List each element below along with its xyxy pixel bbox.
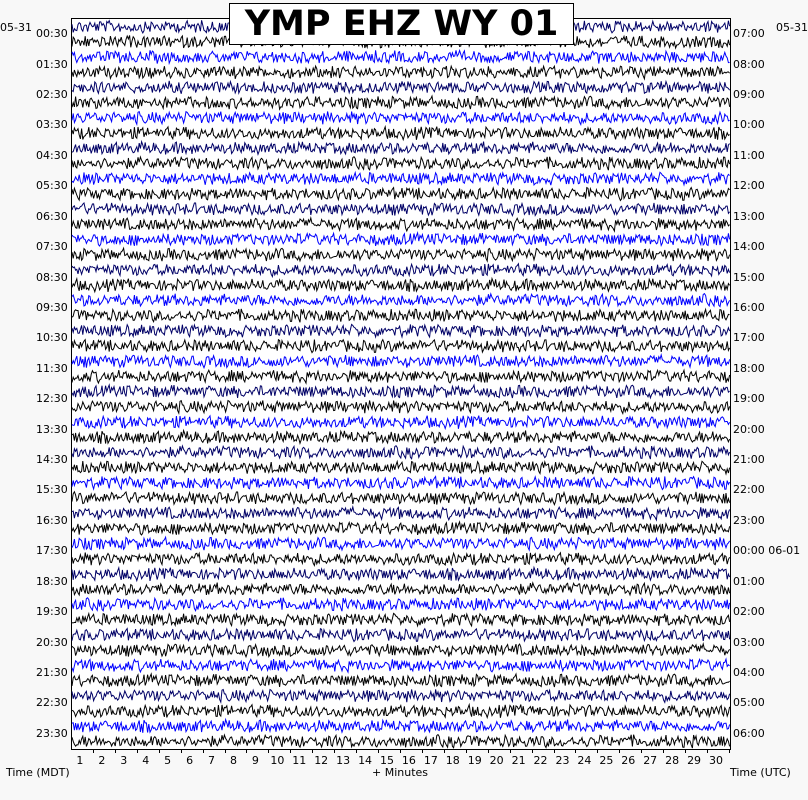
x-tick-label: 21 — [511, 754, 526, 767]
right-time-label: 10:00 — [733, 118, 765, 132]
x-tick-label: 10 — [270, 754, 285, 767]
left-time-label: 23:30 — [36, 726, 68, 740]
x-tick-mark — [203, 749, 204, 753]
trace-row — [72, 431, 730, 444]
x-tick-mark — [685, 749, 686, 753]
x-tick-label: 25 — [599, 754, 614, 767]
trace-row — [72, 446, 730, 459]
x-tick-mark — [510, 749, 511, 753]
x-tick-label: 1 — [76, 754, 84, 767]
date-left-label: 05-31 — [0, 21, 32, 34]
x-tick-label: 22 — [533, 754, 548, 767]
left-time-label: 08:30 — [36, 270, 68, 284]
x-tick-mark — [729, 749, 730, 753]
trace-row — [72, 644, 730, 657]
trace-row — [72, 355, 730, 368]
x-tick-mark — [93, 749, 94, 753]
x-tick-mark — [488, 749, 489, 753]
x-tick-mark — [115, 749, 116, 753]
x-tick-label: 24 — [577, 754, 592, 767]
x-tick-mark — [575, 749, 576, 753]
x-tick-label: 20 — [489, 754, 504, 767]
left-time-label: 12:30 — [36, 392, 68, 406]
x-tick-mark — [619, 749, 620, 753]
right-time-label: 07:00 — [733, 27, 765, 41]
x-tick-mark — [532, 749, 533, 753]
x-tick-mark — [290, 749, 291, 753]
right-time-label: 21:00 — [733, 453, 765, 467]
right-time-label: 17:00 — [733, 331, 765, 345]
x-tick-label: 17 — [423, 754, 438, 767]
right-time-label: 16:00 — [733, 300, 765, 314]
trace-row — [72, 203, 730, 216]
x-tick-label: 28 — [665, 754, 680, 767]
x-tick-label: 7 — [208, 754, 216, 767]
right-time-label: 01:00 — [733, 574, 765, 588]
x-tick-label: 26 — [621, 754, 636, 767]
right-time-label: 19:00 — [733, 392, 765, 406]
x-tick-mark — [312, 749, 313, 753]
right-time-label: 13:00 — [733, 209, 765, 223]
left-time-label: 20:30 — [36, 635, 68, 649]
x-tick-mark — [707, 749, 708, 753]
left-time-label: 21:30 — [36, 665, 68, 679]
x-tick-mark — [378, 749, 379, 753]
helicorder-plot — [71, 18, 731, 750]
x-tick-label: 29 — [687, 754, 702, 767]
right-time-label: 00:00 06-01 — [733, 544, 801, 558]
trace-row — [72, 522, 730, 535]
trace-row — [72, 598, 730, 611]
right-time-label: 20:00 — [733, 422, 765, 436]
trace-row — [72, 96, 730, 109]
right-time-label: 23:00 — [733, 513, 765, 527]
trace-row — [72, 537, 730, 550]
right-time-label: 11:00 — [733, 148, 765, 162]
trace-row — [72, 81, 730, 94]
trace-row — [72, 157, 730, 171]
left-time-label: 04:30 — [36, 148, 68, 162]
left-time-label: 01:30 — [36, 57, 68, 71]
trace-row — [72, 66, 730, 79]
x-tick-label: 23 — [555, 754, 570, 767]
trace-row — [72, 476, 730, 489]
x-tick-label: 14 — [358, 754, 373, 767]
right-axis-label: Time (UTC) — [730, 766, 791, 779]
trace-row — [72, 720, 730, 733]
left-time-label: 22:30 — [36, 696, 68, 710]
x-tick-label: 2 — [98, 754, 106, 767]
x-tick-label: 4 — [142, 754, 150, 767]
x-tick-label: 6 — [186, 754, 194, 767]
trace-row — [72, 370, 730, 383]
x-tick-mark — [181, 749, 182, 753]
trace-row — [72, 401, 730, 414]
trace-row — [72, 492, 730, 505]
x-tick-mark — [400, 749, 401, 753]
right-time-label: 09:00 — [733, 88, 765, 102]
trace-row — [72, 613, 730, 626]
left-time-label: 18:30 — [36, 574, 68, 588]
left-time-label: 14:30 — [36, 453, 68, 467]
trace-row — [72, 659, 730, 672]
x-tick-label: 19 — [467, 754, 482, 767]
x-tick-label: 18 — [445, 754, 460, 767]
x-tick-mark — [334, 749, 335, 753]
left-time-label: 15:30 — [36, 483, 68, 497]
x-tick-mark — [466, 749, 467, 753]
left-time-label: 11:30 — [36, 361, 68, 375]
trace-row — [72, 629, 730, 642]
x-tick-mark — [597, 749, 598, 753]
trace-row — [72, 172, 730, 185]
right-time-label: 22:00 — [733, 483, 765, 497]
x-tick-mark — [159, 749, 160, 753]
right-time-label: 14:00 — [733, 240, 765, 254]
left-time-label: 16:30 — [36, 513, 68, 527]
left-time-label: 17:30 — [36, 544, 68, 558]
right-time-label: 03:00 — [733, 635, 765, 649]
left-time-label: 09:30 — [36, 300, 68, 314]
trace-row — [72, 705, 730, 718]
right-time-label: 02:00 — [733, 605, 765, 619]
right-time-label: 08:00 — [733, 57, 765, 71]
trace-row — [72, 309, 730, 322]
left-time-label: 05:30 — [36, 179, 68, 193]
chart-title: YMP EHZ WY 01 — [229, 3, 574, 45]
right-time-label: 18:00 — [733, 361, 765, 375]
x-axis-label: + Minutes — [372, 766, 429, 779]
trace-row — [72, 735, 730, 749]
x-tick-mark — [137, 749, 138, 753]
trace-row — [72, 461, 730, 474]
trace-row — [72, 218, 730, 231]
trace-row — [72, 248, 730, 261]
right-time-label: 06:00 — [733, 726, 765, 740]
trace-row — [72, 689, 730, 702]
x-tick-label: 15 — [380, 754, 394, 767]
left-axis-label: Time (MDT) — [6, 766, 70, 779]
x-tick-mark — [246, 749, 247, 753]
left-time-label: 07:30 — [36, 240, 68, 254]
x-tick-label: 13 — [336, 754, 351, 767]
x-tick-mark — [268, 749, 269, 753]
x-tick-mark — [422, 749, 423, 753]
trace-area — [72, 19, 730, 749]
x-tick-label: 11 — [292, 754, 307, 767]
trace-row — [72, 568, 730, 581]
x-tick-label: 30 — [709, 754, 723, 767]
trace-row — [72, 416, 730, 429]
trace-row — [72, 294, 730, 307]
x-tick-mark — [356, 749, 357, 753]
trace-row — [72, 142, 730, 155]
right-time-label: 05:00 — [733, 696, 765, 710]
x-tick-mark — [554, 749, 555, 753]
date-right-label: 05-31 — [776, 21, 808, 34]
right-time-label: 04:00 — [733, 665, 765, 679]
trace-row — [72, 340, 730, 353]
x-tick-mark — [663, 749, 664, 753]
left-time-label: 19:30 — [36, 605, 68, 619]
x-tick-label: 12 — [314, 754, 329, 767]
trace-row — [72, 127, 730, 140]
x-tick-mark — [641, 749, 642, 753]
trace-row — [72, 385, 730, 398]
x-tick-mark — [444, 749, 445, 753]
trace-row — [72, 112, 730, 125]
trace-row — [72, 674, 730, 687]
x-tick-mark — [225, 749, 226, 753]
left-time-label: 10:30 — [36, 331, 68, 345]
trace-row — [72, 233, 730, 246]
left-time-label: 02:30 — [36, 88, 68, 102]
x-tick-label: 5 — [164, 754, 172, 767]
x-tick-label: 9 — [251, 754, 259, 767]
trace-row — [72, 279, 730, 292]
trace-row — [72, 507, 730, 520]
trace-row — [72, 324, 730, 337]
trace-row — [72, 553, 730, 566]
trace-row — [72, 583, 730, 596]
left-time-label: 03:30 — [36, 118, 68, 132]
x-tick-label: 27 — [643, 754, 658, 767]
trace-row — [72, 50, 730, 63]
x-tick-label: 16 — [401, 754, 416, 767]
right-time-label: 12:00 — [733, 179, 765, 193]
right-time-label: 15:00 — [733, 270, 765, 284]
left-time-label: 13:30 — [36, 422, 68, 436]
trace-row — [72, 188, 730, 201]
left-time-label: 00:30 — [36, 27, 68, 41]
trace-row — [72, 264, 730, 277]
left-time-label: 06:30 — [36, 209, 68, 223]
x-tick-label: 3 — [120, 754, 128, 767]
x-tick-label: 8 — [229, 754, 237, 767]
